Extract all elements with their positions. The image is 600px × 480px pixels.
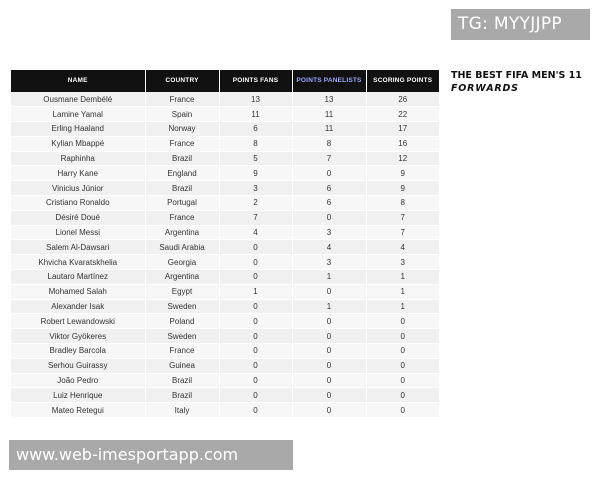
fans-points-cell: 11 xyxy=(219,107,292,122)
header-points-fans: POINTS FANS xyxy=(219,70,292,92)
table-row xyxy=(11,403,439,418)
table-row xyxy=(11,240,439,255)
scoring-points-cell: 9 xyxy=(366,166,439,181)
fans-points-cell: 3 xyxy=(219,181,292,196)
country-cell: France xyxy=(145,92,219,107)
scoring-points-cell: 1 xyxy=(366,284,439,299)
player-name-cell: Bradley Barcola xyxy=(11,344,145,359)
scoring-points-cell: 1 xyxy=(366,270,439,285)
scoring-points-cell: 17 xyxy=(366,122,439,137)
country-cell: Brazil xyxy=(145,181,219,196)
forwards-votes-table-container xyxy=(11,70,439,418)
panelists-points-cell: 3 xyxy=(292,255,366,270)
fans-points-cell: 0 xyxy=(219,314,292,329)
country-cell: Norway xyxy=(145,122,219,137)
table-row xyxy=(11,151,439,166)
player-name-cell: Mateo Retegui xyxy=(11,403,145,418)
country-cell: Italy xyxy=(145,403,219,418)
player-name-cell: Viktor Gyökeres xyxy=(11,329,145,344)
scoring-points-cell: 3 xyxy=(366,255,439,270)
section-title-line2: FORWARDS xyxy=(451,83,519,94)
table-row xyxy=(11,136,439,151)
fans-points-cell: 6 xyxy=(219,122,292,137)
table-row xyxy=(11,166,439,181)
player-name-cell: João Pedro xyxy=(11,373,145,388)
player-name-cell: Luiz Henrique xyxy=(11,388,145,403)
player-name-cell: Cristiano Ronaldo xyxy=(11,196,145,211)
header-scoring-points: SCORING POINTS xyxy=(366,70,439,92)
panelists-points-cell: 0 xyxy=(292,344,366,359)
table-row xyxy=(11,92,439,107)
scoring-points-cell: 0 xyxy=(366,403,439,418)
country-cell: Spain xyxy=(145,107,219,122)
table-row xyxy=(11,196,439,211)
panelists-points-cell: 7 xyxy=(292,151,366,166)
table-row xyxy=(11,225,439,240)
panelists-points-cell: 11 xyxy=(292,122,366,137)
player-name-cell: Lionel Messi xyxy=(11,225,145,240)
panelists-points-cell: 0 xyxy=(292,314,366,329)
player-name-cell: Ousmane Dembélé xyxy=(11,92,145,107)
country-cell: Brazil xyxy=(145,373,219,388)
player-name-cell: Raphinha xyxy=(11,151,145,166)
panelists-points-cell: 4 xyxy=(292,240,366,255)
table-row xyxy=(11,210,439,225)
table-row xyxy=(11,122,439,137)
table-row xyxy=(11,107,439,122)
table-row xyxy=(11,373,439,388)
table-row xyxy=(11,284,439,299)
fans-points-cell: 0 xyxy=(219,358,292,373)
scoring-points-cell: 26 xyxy=(366,92,439,107)
header-country: COUNTRY xyxy=(145,70,219,92)
country-cell: Argentina xyxy=(145,270,219,285)
fans-points-cell: 9 xyxy=(219,166,292,181)
section-title-line1: THE BEST FIFA MEN'S 11 xyxy=(451,70,582,81)
scoring-points-cell: 7 xyxy=(366,225,439,240)
player-name-cell: Mohamed Salah xyxy=(11,284,145,299)
panelists-points-cell: 0 xyxy=(292,210,366,225)
scoring-points-cell: 0 xyxy=(366,329,439,344)
panelists-points-cell: 0 xyxy=(292,358,366,373)
fans-points-cell: 2 xyxy=(219,196,292,211)
table-row xyxy=(11,329,439,344)
player-name-cell: Salem Al-Dawsari xyxy=(11,240,145,255)
player-name-cell: Vinicius Júnior xyxy=(11,181,145,196)
table-header xyxy=(11,70,439,92)
player-name-cell: Lamine Yamal xyxy=(11,107,145,122)
section-title xyxy=(451,69,591,95)
fans-points-cell: 0 xyxy=(219,388,292,403)
fans-points-cell: 0 xyxy=(219,403,292,418)
table-row xyxy=(11,314,439,329)
country-cell: Brazil xyxy=(145,388,219,403)
country-cell: Brazil xyxy=(145,151,219,166)
header-name: NAME xyxy=(11,70,145,92)
country-cell: France xyxy=(145,344,219,359)
panelists-points-cell: 8 xyxy=(292,136,366,151)
scoring-points-cell: 8 xyxy=(366,196,439,211)
fans-points-cell: 4 xyxy=(219,225,292,240)
table-row xyxy=(11,388,439,403)
player-name-cell: Serhou Guirassy xyxy=(11,358,145,373)
panelists-points-cell: 1 xyxy=(292,270,366,285)
panelists-points-cell: 6 xyxy=(292,181,366,196)
fans-points-cell: 0 xyxy=(219,270,292,285)
player-name-cell: Harry Kane xyxy=(11,166,145,181)
fans-points-cell: 1 xyxy=(219,284,292,299)
panelists-points-cell: 0 xyxy=(292,388,366,403)
fans-points-cell: 0 xyxy=(219,240,292,255)
watermark-label-top: TG: MYYJJPP xyxy=(451,9,590,40)
scoring-points-cell: 16 xyxy=(366,136,439,151)
country-cell: Portugal xyxy=(145,196,219,211)
country-cell: Argentina xyxy=(145,225,219,240)
player-name-cell: Alexander Isak xyxy=(11,299,145,314)
panelists-points-cell: 13 xyxy=(292,92,366,107)
scoring-points-cell: 4 xyxy=(366,240,439,255)
scoring-points-cell: 1 xyxy=(366,299,439,314)
table-body xyxy=(11,92,439,418)
country-cell: Saudi Arabia xyxy=(145,240,219,255)
panelists-points-cell: 0 xyxy=(292,403,366,418)
fans-points-cell: 0 xyxy=(219,299,292,314)
scoring-points-cell: 9 xyxy=(366,181,439,196)
scoring-points-cell: 0 xyxy=(366,358,439,373)
country-cell: France xyxy=(145,136,219,151)
player-name-cell: Kylian Mbappé xyxy=(11,136,145,151)
scoring-points-cell: 0 xyxy=(366,373,439,388)
scoring-points-cell: 0 xyxy=(366,388,439,403)
table-row xyxy=(11,181,439,196)
country-cell: Guinea xyxy=(145,358,219,373)
header-points-panelists: POINTS PANELISTS xyxy=(292,70,366,92)
scoring-points-cell: 12 xyxy=(366,151,439,166)
fans-points-cell: 0 xyxy=(219,373,292,388)
table-row xyxy=(11,255,439,270)
player-name-cell: Désiré Doué xyxy=(11,210,145,225)
panelists-points-cell: 1 xyxy=(292,299,366,314)
watermark-label-bottom: www.web-imesportapp.com xyxy=(9,440,293,470)
panelists-points-cell: 0 xyxy=(292,373,366,388)
player-name-cell: Khvicha Kvaratskhelia xyxy=(11,255,145,270)
table-row xyxy=(11,299,439,314)
table-header-row xyxy=(11,70,439,92)
forwards-votes-table xyxy=(11,70,439,418)
country-cell: Egypt xyxy=(145,284,219,299)
scoring-points-cell: 7 xyxy=(366,210,439,225)
panelists-points-cell: 0 xyxy=(292,166,366,181)
country-cell: France xyxy=(145,210,219,225)
table-row xyxy=(11,358,439,373)
scoring-points-cell: 22 xyxy=(366,107,439,122)
country-cell: England xyxy=(145,166,219,181)
country-cell: Georgia xyxy=(145,255,219,270)
scoring-points-cell: 0 xyxy=(366,344,439,359)
fans-points-cell: 13 xyxy=(219,92,292,107)
fans-points-cell: 0 xyxy=(219,255,292,270)
table-row xyxy=(11,270,439,285)
fans-points-cell: 7 xyxy=(219,210,292,225)
panelists-points-cell: 6 xyxy=(292,196,366,211)
panelists-points-cell: 3 xyxy=(292,225,366,240)
fans-points-cell: 5 xyxy=(219,151,292,166)
fans-points-cell: 0 xyxy=(219,344,292,359)
panelists-points-cell: 0 xyxy=(292,329,366,344)
panelists-points-cell: 0 xyxy=(292,284,366,299)
country-cell: Sweden xyxy=(145,299,219,314)
fans-points-cell: 8 xyxy=(219,136,292,151)
country-cell: Sweden xyxy=(145,329,219,344)
player-name-cell: Robert Lewandowski xyxy=(11,314,145,329)
player-name-cell: Erling Haaland xyxy=(11,122,145,137)
player-name-cell: Lautaro Martínez xyxy=(11,270,145,285)
fans-points-cell: 0 xyxy=(219,329,292,344)
scoring-points-cell: 0 xyxy=(366,314,439,329)
table-row xyxy=(11,344,439,359)
country-cell: Poland xyxy=(145,314,219,329)
panelists-points-cell: 11 xyxy=(292,107,366,122)
